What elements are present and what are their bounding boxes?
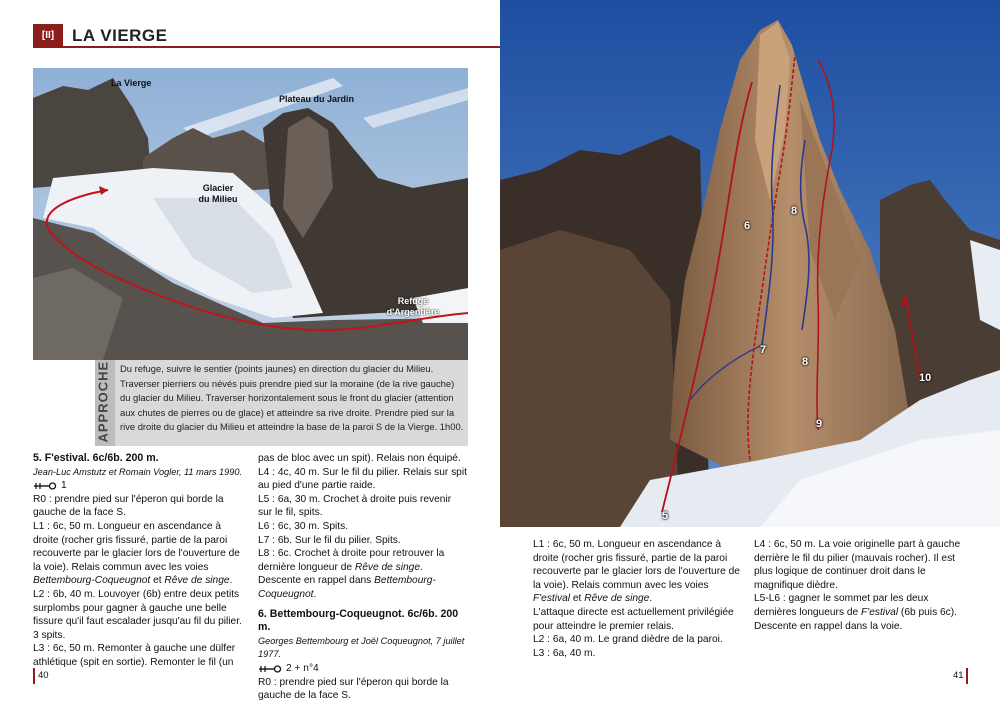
left-column-2	[258, 452, 468, 703]
pitch-r0-bettembourg: R0 : prendre pied sur l'éperon qui borde la gauche de la face S.	[258, 676, 449, 702]
descent-festival: Descente en rappel dans Bettembourg-Coqueugnot.	[258, 575, 436, 600]
route-number-6: 6	[744, 220, 751, 232]
page-number-right: 41	[953, 670, 964, 681]
pitch-l3-bettembourg: L3 : 6a, 40 m.	[533, 647, 596, 659]
pitch-l2-bettembourg: L2 : 6a, 40 m. Le grand dièdre de la paroi.	[533, 634, 723, 646]
label-plateau-du-jardin: Plateau du Jardin	[279, 94, 355, 104]
page-title: LA VIERGE	[72, 26, 168, 45]
route-authors-festival: Jean-Luc Amstutz et Romain Vogler, 11 mars 1990.	[33, 466, 243, 477]
pitch-r0: R0 : prendre pied sur l'éperon qui borde la gauche de la face S.	[33, 493, 224, 519]
left-column-1	[33, 452, 247, 670]
approach-text: Du refuge, suivre le sentier (points jaunes) en direction du glacier du Milieu. Traverser pierriers ou névés puis prendre pied sur la moraine (de la rive gauche) du glacier du Milieu. Traverser horizontalement sous le front du glacier (attention aux chutes de pierres ou de glace) et atteindre sa rive droite. Prendre pied sur la rive droite du glacier du Milieu et atteindre la base de la paroi S de la Vierge. 1h00.	[120, 363, 464, 433]
route-number-8-lower: 8	[802, 356, 809, 368]
descent-bettembourg: Descente en rappel dans la voie.	[754, 620, 903, 632]
route-number-9: 9	[816, 418, 823, 430]
route-title-festival: 5. F'estival. 6c/6b. 200 m.	[33, 452, 159, 464]
chapter-badge: [II]	[33, 24, 63, 46]
pitch-l5: L5 : 6a, 30 m. Crochet à droite puis revenir sur le fil, spits.	[258, 493, 452, 519]
label-refuge-argentiere: Refuge d'Argentière	[386, 296, 440, 317]
pitch-l2: L2 : 6b, 40 m. Louvoyer (6b) entre deux petits surplombs pour gagner à gauche une belle fissure qu'il faut escalader jusqu'au fil du pilier. 3 spits.	[33, 588, 242, 641]
route-title-bettembourg: 6. Bettembourg-Coqueugnot. 6c/6b. 200 m.	[258, 607, 459, 634]
route-authors-bettembourg: Georges Bettembourg et Joël Coqueugnot, 7 juillet 1977.	[258, 635, 465, 660]
right-page	[500, 0, 1000, 700]
quickdraw-icon	[33, 482, 57, 490]
left-page	[0, 0, 500, 700]
pitch-l1-bettembourg: L1 : 6c, 50 m. Longueur en ascendance à droite (rocher gris fissuré, partie de la paroi recouverte par le glacier lors de l'ouverture de la voie). Relais commun avec les voies F'estival et Rêve de singe.	[533, 539, 740, 605]
right-column-1	[533, 538, 743, 660]
topo-photo	[500, 0, 1000, 527]
route-number-5: 5	[662, 510, 669, 522]
pitch-l6: L6 : 6c, 30 m. Spits.	[258, 520, 349, 532]
pitch-l3: L3 : 6c, 50 m. Remonter à gauche une dülfer athlétique (spit en sortie). Remonter le fil (un	[33, 643, 236, 668]
pitch-l7: L7 : 6b. Sur le fil du pilier. Spits.	[258, 534, 401, 546]
approach-photo	[33, 68, 468, 360]
page-number-bar-left	[33, 668, 35, 684]
quickdraw-icon	[258, 665, 282, 673]
page-number-left: 40	[38, 670, 49, 681]
gear-line-2	[258, 662, 468, 676]
page-number-bar-right	[966, 668, 968, 684]
pitch-l8: L8 : 6c. Crochet à droite pour retrouver la dernière longueur de Rêve de singe.	[258, 548, 445, 573]
label-glacier-du-milieu: Glacier du Milieu	[198, 183, 238, 204]
gear-line	[33, 479, 247, 493]
pitch-l1: L1 : 6c, 50 m. Longueur en ascendance à droite (rocher gris fissuré, partie de la paroi recouverte par le glacier lors de l'ouverture de la voie). Relais commun avec les voies Bettembourg-Coqueugnot et Rêve de singe.	[33, 520, 240, 587]
approach-label: APPROCHE	[95, 360, 111, 443]
route-number-10: 10	[919, 372, 932, 384]
pitch-l5-l6-bettembourg: L5-L6 : gagner le sommet par les deux dernières longueurs de F'estival (6b puis 6c).	[754, 593, 957, 618]
pitch-l4-bettembourg: L4 : 6c, 50 m. La voie originelle part à gauche derrière le fil du pilier (mauvais rocher). Il est plus logique de continuer droit dans le magnifique dièdre.	[754, 539, 961, 591]
direct-start-note: L'attaque directe est actuellement privilégiée pour atteindre le premier relais.	[533, 606, 734, 632]
route-number-7: 7	[760, 344, 767, 356]
route-number-8-upper: 8	[791, 205, 798, 217]
label-la-vierge: La Vierge	[111, 78, 152, 88]
pitch-l3-cont: pas de bloc avec un spit). Relais non équipé.	[258, 453, 461, 464]
right-column-2	[754, 538, 966, 633]
gear-count-2: 2 + n°4	[286, 662, 319, 674]
gear-count: 1	[61, 480, 67, 492]
header-rule	[33, 46, 500, 48]
topo-photo-drawing	[500, 0, 1000, 527]
pitch-l4: L4 : 4c, 40 m. Sur le fil du pilier. Relais sur spit au pied d'une partie raide.	[258, 466, 467, 492]
